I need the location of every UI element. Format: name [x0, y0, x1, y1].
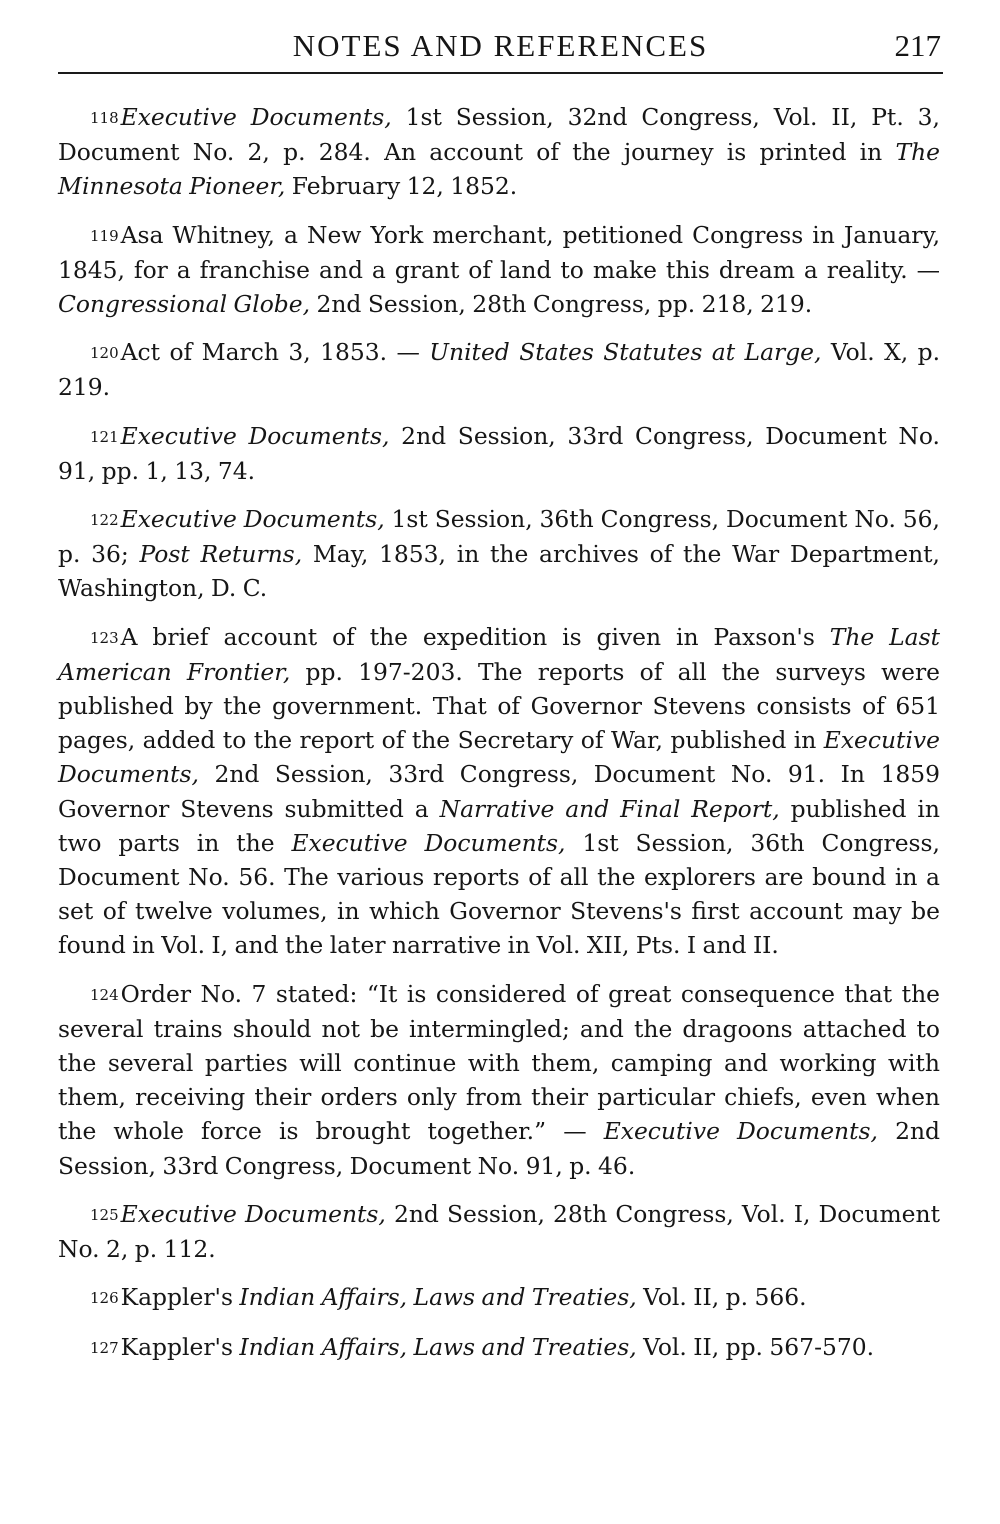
note-text: Kappler's — [120, 1283, 240, 1312]
note-text: pp. 197-203. The reports of all the surveys were published by the government. That of Governor Stevens consists of 651 pages, added to the report of the Secretary of War, published in — [58, 657, 941, 755]
note-text: February 12, 1852. — [285, 172, 518, 201]
note-number: 118 — [90, 109, 119, 127]
note-text: 1st Session, 32nd Congress, Vol. II, Pt. 3, Document No. 2, p. 284. An account of the journey is printed in — [58, 103, 940, 167]
running-head-title: NOTES AND REFERENCES — [292, 28, 709, 63]
note-text-italic: Executive Documents, — [120, 421, 390, 450]
note-number: 119 — [90, 226, 119, 245]
note-text-italic: Narrative and Final Report, — [439, 794, 780, 823]
page-number: 217 — [894, 28, 941, 63]
note-text: Vol. II, p. 566. — [636, 1283, 807, 1312]
note-text-italic: Executive Documents, — [120, 103, 392, 131]
note-number: 125 — [90, 1205, 119, 1224]
note-126 — [58, 1280, 940, 1315]
note-118 — [58, 100, 940, 204]
note-123 — [58, 620, 940, 963]
note-number: 126 — [90, 1289, 119, 1308]
note-text-italic: Indian Affairs, Laws and Treaties, — [239, 1332, 637, 1361]
note-text: Order No. 7 stated: “It is considered of great consequence that the several trains should not be intermingled; and the dragoons attached to the several parties will continue with them, camping and working with them, receiving their orders only from their particular chiefs, even when the whole force is brought together.” — — [58, 979, 940, 1146]
note-127 — [58, 1330, 940, 1365]
notes-list — [58, 100, 940, 1379]
note-125 — [58, 1197, 940, 1266]
note-text: published in two parts in the — [58, 794, 940, 857]
note-text: 1st Session, 36th Congress, Document No. 56. The various reports of all the explorers are bound in a set of twelve volumes, in which Governor Stevens's first account may be found in Vol. I, and the later narrative in Vol. XII, Pts. I and II. — [58, 828, 940, 960]
note-text-italic: Post Returns, — [139, 540, 303, 569]
note-number: 127 — [90, 1338, 119, 1357]
note-text-italic: Indian Affairs, Laws and Treaties, — [239, 1283, 637, 1312]
note-number: 120 — [90, 344, 119, 363]
note-120 — [58, 335, 940, 404]
note-text: Vol. II, pp. 567-570. — [636, 1332, 875, 1361]
note-122 — [58, 502, 940, 606]
note-text-italic: Executive Documents, — [58, 726, 940, 789]
note-number: 124 — [90, 985, 119, 1004]
note-text-italic: Executive Documents, — [291, 828, 566, 857]
note-text-italic: Executive Documents, — [120, 505, 385, 534]
note-text-italic: Executive Documents, — [603, 1117, 878, 1146]
note-number: 123 — [90, 628, 119, 647]
note-text-italic: The Last American Frontier, — [58, 622, 940, 686]
note-text: 2nd Session, 28th Congress, Vol. I, Document No. 2, p. 112. — [58, 1199, 940, 1264]
note-text: 1st Session, 36th Congress, Document No. 56, p. 36; — [58, 505, 940, 569]
note-text-italic: United States Statutes at Large, — [429, 338, 822, 367]
note-text: Kappler's — [120, 1332, 240, 1361]
page-header — [58, 22, 943, 74]
note-text: Vol. X, p. 219. — [58, 338, 941, 402]
note-text: Act of March 3, 1853. — — [120, 338, 430, 367]
note-text: 2nd Session, 33rd Congress, Document No. 91. In 1859 Governor Stevens submitted a — [58, 760, 940, 823]
note-124 — [58, 977, 940, 1183]
note-text-italic: Executive Documents, — [120, 1199, 386, 1228]
note-number: 121 — [90, 427, 119, 446]
note-number: 122 — [90, 511, 119, 530]
note-text-italic: Congressional Globe, — [58, 290, 311, 319]
note-text-italic: The Minnesota Pioneer, — [58, 138, 940, 201]
note-text: 2nd Session, 33rd Congress, Document No. 91, pp. 1, 13, 74. — [58, 421, 940, 485]
note-text: 2nd Session, 33rd Congress, Document No. 91, p. 46. — [58, 1117, 941, 1180]
note-text: Asa Whitney, a New York merchant, petitioned Congress in January, 1845, for a franchise and a grant of land to make this dream a reality. — — [58, 220, 940, 284]
note-119 — [58, 218, 940, 322]
note-text: A brief account of the expedition is given in Paxson's — [120, 622, 830, 651]
note-text: May, 1853, in the archives of the War Department, Washington, D. C. — [58, 540, 940, 603]
note-text: 2nd Session, 28th Congress, pp. 218, 219. — [310, 290, 813, 319]
note-121 — [58, 419, 940, 488]
